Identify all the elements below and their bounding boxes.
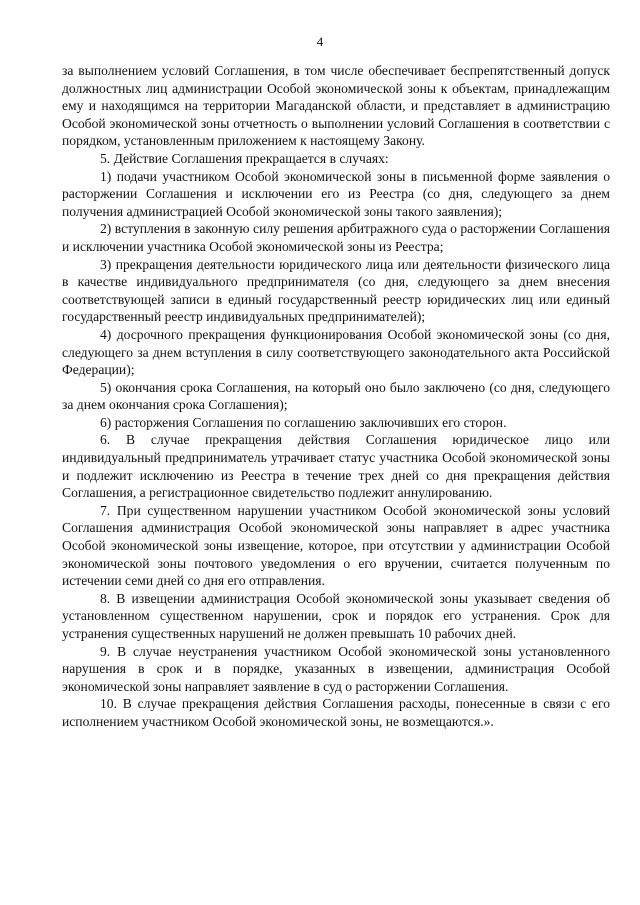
paragraph-continuation: за выполнением условий Соглашения, в том числе обеспечивает беспрепятственный допуск должностных лиц администрации Особой экономической зоны к объектам, принадлежащим ему и находящимся на территории Магаданской области, и представляет в администрацию Особой экономической зоны отчетность о выполнении условий Соглашения в соответствии с порядком, установленным приложением к настоящему Закону. bbox=[62, 63, 610, 149]
paragraph-subitem-2: 2) вступления в законную силу решения арбитражного суда о расторжении Соглашения и исключении участника Особой экономической зоны из Реестра; bbox=[62, 221, 610, 254]
document-body bbox=[62, 62, 610, 731]
paragraph-subitem-6: 6) расторжения Соглашения по соглашению заключивших его сторон. bbox=[100, 414, 507, 430]
paragraph-item-7: 7. При существенном нарушении участником Особой экономической зоны условий Соглашения администрация Особой экономической зоны направляет в адрес участника Особой экономической зоны извещение, которое, при отсутствии у администрации Особой экономической зоны почтового уведомления о его вручении, считается полученным по истечении семи дней со дня его отправления. bbox=[62, 502, 610, 589]
paragraph-item-10: 10. В случае прекращения действия Соглашения расходы, понесенные в связи с его исполнением участником Особой экономической зоны, не возмещаются.». bbox=[62, 696, 610, 729]
paragraph-item-6: 6. В случае прекращения действия Соглашения юридическое лицо или индивидуальный предприниматель утрачивает статус участника Особой экономической зоны и подлежит исключению из Реестра в течение трех дней со дня прекращения действия Соглашения, а регистрационное свидетельство подлежит аннулированию. bbox=[62, 432, 610, 501]
paragraph-item-8: 8. В извещении администрация Особой экономической зоны указывает сведения об установленном существенном нарушении, срок и порядок его устранения. Срок для устранения существенных нарушений не должен превышать 10 рабочих дней. bbox=[62, 590, 610, 641]
paragraph-item-9: 9. В случае неустранения участником Особой экономической зоны установленного нарушения в срок и в порядке, указанных в извещении, администрация Особой экономической зоны направляет заявление в суд о расторжении Соглашения. bbox=[62, 643, 610, 694]
paragraph-subitem-5: 5) окончания срока Соглашения, на который оно было заключено (со дня, следующего за днем окончания срока Соглашения); bbox=[62, 379, 610, 413]
paragraph-item-5: 5. Действие Соглашения прекращается в случаях: bbox=[100, 150, 389, 166]
page-number: 4 bbox=[316, 34, 324, 49]
paragraph-subitem-4: 4) досрочного прекращения функционирования Особой экономической зоны (со дня, следующего за днем вступления в силу соответствующего законодательного акта Российской Федерации); bbox=[62, 326, 610, 378]
paragraph-subitem-3: 3) прекращения деятельности юридического лица или деятельности физического лица в качестве индивидуального предпринимателя (со дня, следующего за днем внесения соответствующей записи в единый государственный реестр юридических лиц или единый государственный реестр индивидуальных предпринимателей); bbox=[62, 256, 610, 325]
paragraph-subitem-1: 1) подачи участником Особой экономической зоны в письменной форме заявления о расторжении Соглашения и исключении его из Реестра (со дня, следующего за днем получения администрацией Особой экономической зоны такого заявления); bbox=[62, 168, 610, 219]
